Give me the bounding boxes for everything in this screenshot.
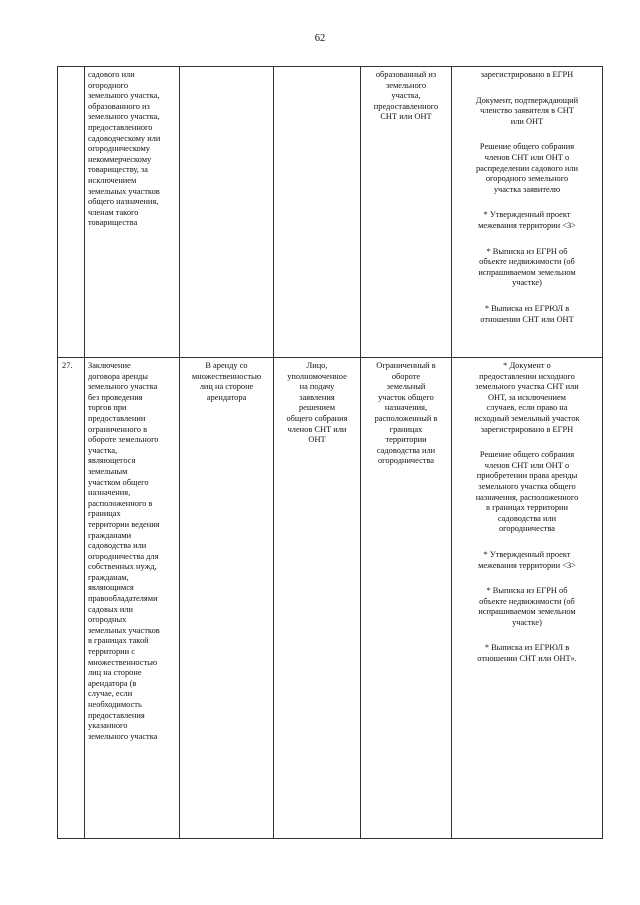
service-description: садового или огородного земельного участка, образованного из земельного участка, предоставленного садоводческому или огородническому некоммерческому товариществу, за исключением земельных участков общего назначения, членам такого товарищества bbox=[85, 67, 180, 358]
service-description: Заключение договора аренды земельного участка без проведения торгов при предоставлении ограниченного в обороте земельного участка, являющегося земельным участком общего назначения, расположенного в границах территории ведения гражданами садоводства или огородничества для собственных нужд, гражданам, являющимся правообладателями садовых или огородных земельных участков в границах такой территории с множественностью лиц на стороне арендатора (в случае, если необходимость предоставления указанного земельного участка bbox=[85, 358, 180, 839]
table-row bbox=[58, 358, 603, 839]
applicant-cell: Лицо, уполномоченное на подачу заявления решением общего собрания членов СНТ или ОНТ bbox=[274, 358, 361, 839]
documents-cell bbox=[452, 67, 603, 358]
page-number: 62 bbox=[314, 33, 326, 44]
documents-cell bbox=[452, 358, 603, 839]
row-number: 27. bbox=[58, 358, 85, 839]
document-item: * Выписка из ЕГРЮЛ в отношении СНТ или ОНТ bbox=[480, 303, 574, 324]
document-item: Решение общего собрания членов СНТ или ОНТ о приобретении права аренды земельного участка общего назначения, расположенного в границах территории садоводства или огородничества bbox=[475, 450, 579, 534]
document-item: * Выписка из ЕГРЮЛ в отношении СНТ или ОНТ». bbox=[477, 643, 577, 664]
grant-type-cell bbox=[180, 67, 274, 358]
row-number bbox=[58, 67, 85, 358]
document-item: * Документ о предоставлении исходного земельного участка СНТ или ОНТ, за исключением случаев, если право на исходный земельный участок зарегистрировано в ЕГРН bbox=[474, 361, 580, 434]
document-item: Решение общего собрания членов СНТ или ОНТ о распределении садового или огородного земельного участка заявителю bbox=[475, 142, 579, 194]
applicant-cell bbox=[274, 67, 361, 358]
document-item: Документ, подтверждающий членство заявителя в СНТ или ОНТ bbox=[475, 95, 579, 126]
land-plot-cell: образованный из земельного участка, предоставленного СНТ или ОНТ bbox=[361, 67, 452, 358]
land-plot-cell: Ограниченный в обороте земельный участок общего назначения, расположенный в границах территории садоводства или огородничества bbox=[361, 358, 452, 839]
services-table bbox=[57, 66, 603, 839]
document-item: * Утвержденный проект межевания территории <3> bbox=[478, 210, 576, 230]
table-row bbox=[58, 67, 603, 358]
document-item: * Выписка из ЕГРН об объекте недвижимости (об испрашиваемом земельном участке) bbox=[478, 246, 576, 288]
grant-type-cell: В аренду со множественностью лиц на стороне арендатора bbox=[180, 358, 274, 839]
document-item: * Утвержденный проект межевания территории <3> bbox=[478, 549, 576, 570]
document-item: зарегистрировано в ЕГРН bbox=[480, 70, 574, 79]
document-item: * Выписка из ЕГРН об объекте недвижимости (об испрашиваемом земельном участке) bbox=[478, 586, 576, 627]
